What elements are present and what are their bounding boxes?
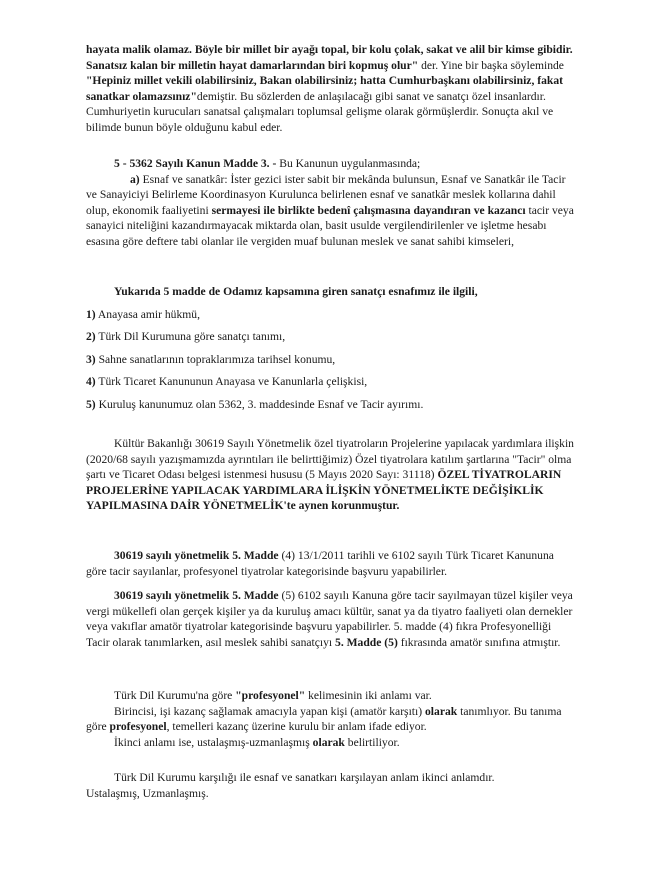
paragraph-tdk-definition: Türk Dil Kurumu'na göre "profesyonel" kelimesinin iki anlamı var. Birincisi, işi kazanç sağlamak amacıyla yapan kişi (amatör karşıtı) olarak tanımlıyor. Bu tanıma göre profesyonel, temelleri kazanç üzerine kurulu bir anlam ifade ediyor. İkinci anlamı ise, ustalaşmış-uzmanlaşmış olarak belirtiliyor. (86, 689, 562, 749)
clause-a-label: a) (130, 172, 140, 186)
regulation-title: ÖZEL TİYATROLARIN PROJELERİNE YAPILACAK YARDIMLARA İLİŞKİN YÖNETMELİKTE DEĞİŞİKLİK YAPILMASINA DAİR YÖNETMELİK'te aynen korunmuştur. (86, 468, 562, 513)
text-2: demiştir. Bu sözlerden de anlaşılacağı gibi sanat ve sanatçı özel insanlardır. Cumhuriyetin kurucuları sanatsal çalışmaları toplumsal gelişme olarak görmüşlerdir. Sonuçta akıl ve bilimde bunun böyle olduğunu kabul eder. (86, 89, 554, 134)
law-heading: 5 - 5362 Sayılı Kanun Madde 3. - (114, 157, 277, 170)
paragraph-conclusion (86, 770, 576, 801)
article-ref: 30619 sayılı yönetmelik 5. Madde (114, 589, 279, 602)
clause-a-bold: sermayesi ile birlikte bedenî çalışmasına dayandıran ve kazancı (211, 203, 526, 217)
paragraph-article-5-4 (86, 548, 576, 579)
paragraph-culture-ministry (86, 436, 576, 514)
list-item: 1) Anayasa amir hükmü, (86, 307, 200, 321)
article-ref: 30619 sayılı yönetmelik 5. Madde (114, 549, 279, 562)
list-item: 3) Sahne sanatlarının topraklarımıza tarihsel konumu, (86, 352, 336, 366)
clause-a-text-1: Esnaf ve sanatkâr: İster gezici ister sabit bir mekânda bulunsun, Esnaf ve Sanatkâr ile Tacir ve Sanayiciyi Belirleme Koordinasyon Kurulunca belirlenen esnaf ve sanatkâr meslek kollarına dahil olup, ekonomik faaliyetini (86, 172, 566, 217)
text-1: der. Yine bir başka söyleminde (418, 58, 564, 72)
quote-bold-2: "Hepiniz millet vekili olabilirsiniz, Bakan olabilirsiniz; hatta Cumhurbaşkanı olabilirsiniz, fakat sanatkar olamazsınız" (86, 74, 564, 103)
ministry-text: Kültür Bakanlığı 30619 Sayılı Yönetmelik özel tiyatroların Projelerine yapılacak yardımlara ilişkin (2020/68 sayılı yazışmamızda ayrıntıları ile belirttiğimiz) Özel tiyatrolara katılım şartlarına "Tacir" olma şartı ve Ticaret Odası belgesi istenmesi hususu (5 Mayıs 2020 Sayı: 31118) (86, 437, 574, 482)
list-intro: Yukarıda 5 madde de Odamız kapsamına giren sanatçı esnafımız ile ilgili, (114, 285, 478, 298)
paragraph-law-5362 (86, 156, 576, 250)
paragraph-article-5-5 (86, 588, 576, 650)
paragraph-ataturk-quote (86, 42, 576, 136)
list-item: 2) Türk Dil Kurumuna göre sanatçı tanımı, (86, 330, 286, 344)
article-ref-2: 5. Madde (5) (335, 635, 398, 649)
quote-bold-1: hayata malik olamaz. Böyle bir millet bir ayağı topal, bir kolu çolak, sakat ve alil bir kimse gibidir. Sanatsız kalan bir milletin hayat damarlarından biri kopmuş olur" (86, 43, 573, 72)
article-text-2: fıkrasında amatör sınıfına atmıştır. (397, 635, 561, 649)
list-item: 4) Türk Ticaret Kanununun Anayasa ve Kanunlarla çelişkisi, (86, 375, 368, 389)
conclusion-line: Türk Dil Kurumu karşılığı ile esnaf ve sanatkarı karşılayan anlam ikinci anlamdır. (114, 771, 495, 784)
paragraph-summary-list (86, 284, 576, 413)
conclusion-line-2: Ustalaşmış, Uzmanlaşmış. (86, 786, 209, 800)
term-profesyonel: "profesyonel" (235, 689, 306, 702)
list-item: 5) Kuruluş kanunumuz olan 5362, 3. maddesinde Esnaf ve Tacir ayırımı. (86, 397, 424, 411)
article-text: (5) 6102 sayılı Kanuna göre tacir sayılmayan tüzel kişiler veya vergi mükellefi olan gerçek kişiler ya da kuruluş amacı kültür, sanat ya da tiyatro faaliyeti olan dernekler veya vakıflar amatör tiyatrolar kategorisinde başvuru yapabilirler. 5. madde (4) fıkra Profesyonelliği Tacir olarak tanımlarken, asıl meslek sahibi sanatçıyı (86, 589, 573, 649)
article-text: (4) 13/1/2011 tarihli ve 6102 sayılı Türk Ticaret Kanununa göre tacir sayılanlar, profesyonel tiyatrolar kategorisinde başvuru yapabilirler. (86, 549, 554, 578)
clause-a-text-2: tacir veya sanayici niteliğini kazandırmayacak miktarda olan, basit usulde vergilendirilenler ve işletme hesabı esasına göre deftere tabi olanlar ile vergiden muaf bulunan meslek ve sanat sahibi kimseleri, (86, 203, 574, 248)
law-heading-rest: Bu Kanunun uygulanmasında; (276, 157, 421, 170)
